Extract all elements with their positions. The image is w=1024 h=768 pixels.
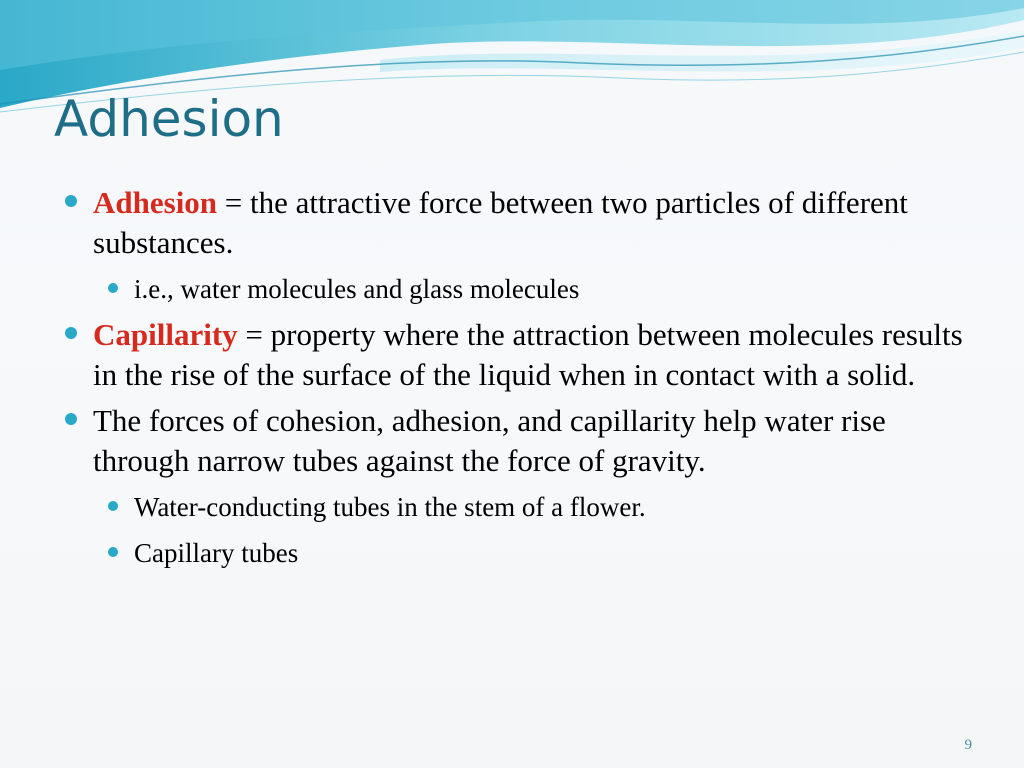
bullet-text: = the attractive force between two particles of different substances.	[93, 185, 908, 260]
bullet-forces	[60, 401, 980, 481]
term-capillarity: Capillarity	[93, 317, 238, 352]
sub-bullet-dot	[108, 501, 118, 511]
bullet-dot	[65, 327, 77, 339]
bullet-text: The forces of cohesion, adhesion, and capillarity help water rise through narrow tubes against the force of gravity.	[93, 403, 886, 478]
sub-bullet-dot	[108, 283, 118, 293]
bullet-dot	[65, 195, 77, 207]
bullet-dot	[65, 413, 77, 425]
sub-bullet-water-glass	[60, 269, 980, 309]
sub-bullet-flower-stem	[60, 487, 980, 527]
term-adhesion: Adhesion	[93, 185, 218, 220]
bullet-text: = property where the attraction between molecules results in the rise of the surface of the liquid when in contact with a solid.	[93, 317, 963, 392]
slide-title: Adhesion	[54, 90, 284, 148]
sub-bullet-text: Water-conducting tubes in the stem of a flower.	[134, 492, 646, 522]
bullet-adhesion	[60, 183, 980, 263]
sub-bullet-dot	[108, 547, 118, 557]
bullet-capillarity	[60, 315, 980, 395]
sub-bullet-text: i.e., water molecules and glass molecules	[134, 274, 580, 304]
sub-bullet-capillary-tubes	[60, 533, 980, 573]
page-number: 9	[964, 737, 972, 753]
bullet-list	[60, 183, 980, 579]
sub-bullet-text: Capillary tubes	[134, 538, 299, 568]
